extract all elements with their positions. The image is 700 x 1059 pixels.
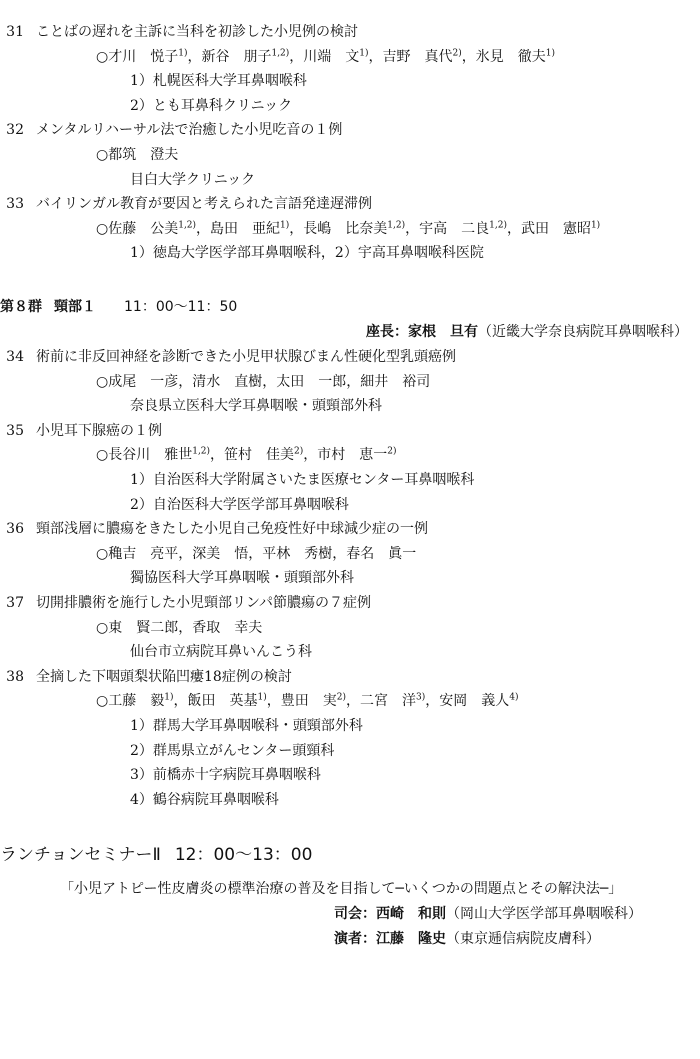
author-separator: ， — [289, 220, 304, 237]
author-affiliation-mark: 2) — [452, 47, 462, 58]
author-name: ○長谷川 雅世 — [96, 447, 193, 464]
author-separator: ， — [368, 48, 383, 65]
author-separator: ， — [178, 545, 193, 562]
author-name: 春名 眞一 — [346, 545, 417, 562]
presentation-title: ことばの遅れを主訴に当科を初診した小児例の検討 — [36, 24, 358, 40]
author-name: 飯田 英基 — [187, 693, 258, 710]
presentation-title-line — [0, 591, 371, 615]
presentation-number: 37 — [6, 595, 24, 611]
affiliation: 1）群馬大学耳鼻咽喉科・頭頸部外科 — [130, 718, 363, 734]
session-time: 11：00〜11：50 — [124, 299, 238, 315]
author-affiliation-mark: 1) — [178, 47, 188, 58]
chair-label: 座長： — [366, 324, 408, 340]
affiliation: 2）自治医科大学医学部耳鼻咽喉科 — [130, 496, 349, 513]
presentation-title: バイリンガル教育が要因と考えられた言語発達遅滞例 — [36, 196, 372, 213]
author-affiliation-mark: 1,2) — [271, 47, 290, 58]
presentation-title-line — [0, 192, 372, 216]
author-name: 氷見 徹夫 — [475, 48, 546, 65]
author-separator: ， — [332, 545, 347, 562]
author-separator: ， — [266, 693, 281, 710]
luncheon-title: ランチョンセミナーⅡ — [0, 845, 161, 865]
author-line — [96, 689, 518, 713]
presentation-title: 小児耳下腺癌の１例 — [36, 422, 162, 439]
luncheon-time: 12：00〜13：00 — [174, 845, 313, 865]
author-name: 長嶋 比奈美 — [303, 220, 388, 237]
author-name: 宇高 二良 — [419, 220, 490, 237]
author-separator: ， — [262, 373, 277, 390]
author-affiliation-mark: 1) — [359, 47, 369, 58]
author-name: ○東 賢二郎 — [96, 619, 179, 636]
author-name: ○工藤 毅 — [96, 693, 165, 710]
session-chair — [366, 320, 688, 344]
presentation-title-line — [0, 419, 162, 443]
author-affiliation-mark: 1,2) — [178, 220, 197, 231]
speaker-label: 演者： — [334, 931, 376, 947]
affiliation: 仙台市立病院耳鼻いんこう科 — [130, 644, 312, 661]
author-affiliation-mark: 1,2) — [489, 220, 507, 231]
presentation-number: 33 — [6, 196, 24, 213]
author-name: 豊田 実 — [280, 693, 337, 710]
presentation-title-line — [0, 118, 342, 142]
affiliation: 1）札幌医科大学耳鼻咽喉科 — [130, 73, 307, 90]
author-separator: ， — [346, 373, 361, 390]
author-name: 島田 亜紀 — [210, 220, 281, 237]
affiliation: 目白大学クリニック — [130, 171, 256, 188]
chair-name: 家根 旦有 — [408, 324, 478, 340]
luncheon-speaker — [334, 927, 600, 951]
author-affiliation-mark: 1) — [590, 220, 601, 231]
author-separator: ， — [173, 693, 188, 710]
author-name: 二宮 洋 — [359, 693, 416, 710]
author-affiliation-mark: 2) — [387, 446, 397, 457]
session-name: 頸部１ — [54, 299, 96, 315]
presentation-title-line — [0, 665, 292, 689]
affiliation: 奈良県立医科大学耳鼻咽喉・頭頸部外科 — [130, 398, 382, 415]
author-affiliation-mark: 1) — [164, 692, 174, 703]
author-affiliation-mark: 1) — [280, 220, 290, 231]
presentation-title: 切開排膿術を施行した小児頸部リンパ節膿瘍の７症例 — [36, 595, 372, 611]
author-name: 吉野 真代 — [382, 48, 453, 65]
author-name: 細井 裕司 — [360, 373, 431, 390]
author-name: ○成尾 一彦 — [96, 373, 179, 390]
author-separator: ， — [506, 220, 521, 237]
session-header — [0, 295, 237, 319]
author-affiliation-mark: 3) — [415, 692, 426, 703]
author-separator: ， — [405, 220, 420, 237]
luncheon-topic: 「小児アトピー性皮膚炎の標準治療の普及を目指して─いくつかの問題点とその解決法─」 — [60, 881, 623, 897]
presentation-number: 36 — [6, 521, 24, 538]
speaker-affiliation: （東京逓信病院皮膚科） — [446, 931, 600, 947]
speaker-name: 江藤 隆史 — [376, 931, 446, 947]
moderator-label: 司会： — [334, 906, 376, 922]
author-name: 安岡 義人 — [439, 693, 510, 710]
author-separator: ， — [178, 619, 193, 636]
presentation-number: 35 — [6, 422, 24, 439]
author-line — [96, 443, 397, 467]
author-name: ○穐吉 亮平 — [96, 545, 179, 562]
author-name: 清水 直樹 — [192, 373, 263, 390]
presentation-number: 31 — [6, 24, 24, 40]
presentation-title: 頸部浅層に膿瘍をきたした小児自己免疫性好中球減少症の一例 — [36, 521, 428, 538]
author-name: 笹村 佳美 — [224, 447, 295, 464]
author-line — [96, 143, 178, 167]
affiliation: 2）とも耳鼻科クリニック — [130, 97, 293, 114]
author-name: 川端 文 — [303, 48, 360, 65]
author-name: 香取 幸夫 — [192, 619, 263, 636]
presentation-title: 術前に非反回神経を診断できた小児甲状腺びまん性硬化型乳頭癌例 — [36, 349, 456, 365]
author-affiliation-mark: 1) — [257, 692, 267, 703]
author-separator: ， — [425, 693, 440, 710]
chair-affiliation: （近畿大学奈良病院耳鼻咽喉科） — [478, 324, 688, 340]
author-name: 武田 憲昭 — [520, 220, 591, 237]
presentation-number: 38 — [6, 668, 24, 685]
author-line — [96, 542, 416, 566]
author-name: 平林 秀樹 — [262, 545, 333, 562]
author-separator: ， — [187, 48, 202, 65]
affiliation: 4）鶴谷病院耳鼻咽喉科 — [130, 791, 279, 808]
affiliation: 1）自治医科大学附属さいたま医療センター耳鼻咽喉科 — [130, 472, 475, 488]
author-name: 太田 一郎 — [276, 373, 347, 390]
author-affiliation-mark: 2) — [336, 692, 346, 703]
author-separator: ， — [345, 693, 360, 710]
author-name: ○佐藤 公美 — [96, 220, 179, 237]
author-name: 新谷 朋子 — [201, 48, 272, 65]
moderator-name: 西崎 和則 — [376, 906, 446, 922]
presentation-title-line — [0, 517, 428, 541]
author-separator: ， — [303, 447, 318, 464]
presentation-title: メンタルリハーサル法で治癒した小児吃音の１例 — [36, 122, 343, 139]
author-line — [96, 370, 430, 394]
author-name: ○才川 悦子 — [96, 48, 179, 65]
author-line — [96, 616, 262, 640]
luncheon-moderator — [334, 902, 642, 926]
author-separator: ， — [210, 447, 225, 464]
author-separator: ， — [178, 373, 193, 390]
author-affiliation-mark: 2) — [294, 446, 304, 457]
author-separator: ， — [289, 48, 304, 65]
moderator-affiliation: （岡山大学医学部耳鼻咽喉科） — [446, 906, 642, 922]
presentation-title-line — [0, 345, 456, 369]
author-affiliation-mark: 1,2) — [192, 446, 211, 457]
presentation-title: 全摘した下咽頭梨状陥凹瘻18症例の検討 — [36, 668, 292, 685]
author-separator: ， — [196, 220, 211, 237]
presentation-number: 32 — [6, 122, 24, 139]
affiliation: 2）群馬県立がんセンター頭頸科 — [130, 742, 335, 759]
author-line — [96, 45, 555, 69]
author-name: 市村 恵一 — [317, 447, 388, 464]
affiliation: 1）徳島大学医学部耳鼻咽喉科，2）宇高耳鼻咽喉科医院 — [130, 245, 484, 262]
luncheon-header — [0, 843, 312, 867]
author-affiliation-mark: 1) — [545, 47, 556, 58]
affiliation: 3）前橋赤十字病院耳鼻咽喉科 — [130, 767, 321, 784]
author-name: ○都筑 澄夫 — [96, 147, 179, 163]
author-line — [96, 217, 600, 241]
presentation-title-line — [0, 20, 358, 44]
author-affiliation-mark: 1,2) — [387, 220, 406, 231]
author-affiliation-mark: 4) — [509, 692, 519, 703]
author-separator: ， — [461, 48, 476, 65]
session-label: 第８群 — [0, 299, 42, 315]
presentation-number: 34 — [6, 349, 24, 365]
author-name: 深美 悟 — [192, 545, 249, 562]
affiliation: 獨協医科大学耳鼻咽喉・頭頸部外科 — [130, 570, 354, 587]
author-separator: ， — [248, 545, 263, 562]
